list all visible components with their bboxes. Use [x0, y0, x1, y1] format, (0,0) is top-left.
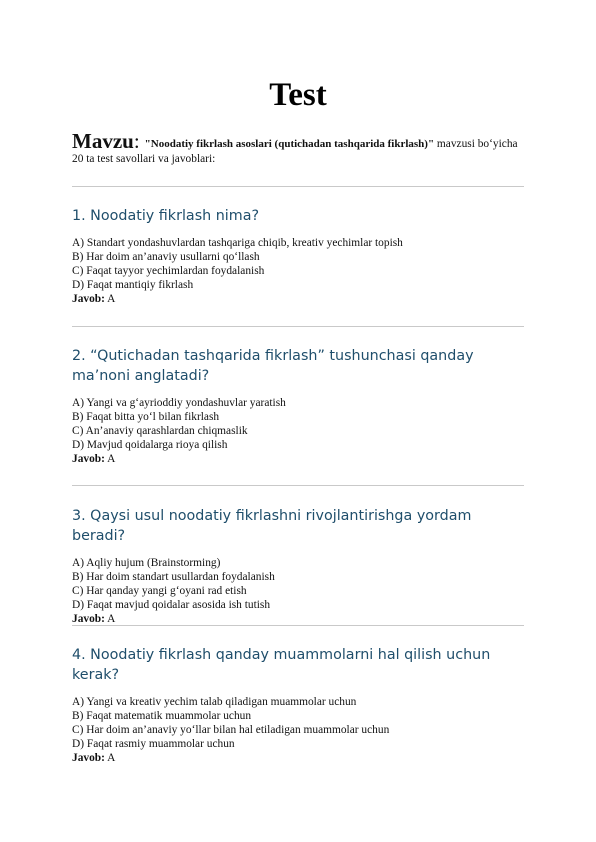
answer-value: A — [107, 613, 116, 625]
option-b: B) Faqat bitta yo‘l bilan fikrlash — [72, 411, 220, 423]
question-title: 4. Noodatiy fikrlash qanday muammolarni hal qilish uchun kerak? — [72, 647, 491, 683]
option-c: C) Faqat tayyor yechimlardan foydalanish — [72, 265, 265, 277]
question-4 — [72, 645, 524, 765]
option-c: C) An’anaviy qarashlardan chiqmaslik — [72, 425, 248, 437]
option-a: A) Standart yondashuvlardan tashqariga chiqib, kreativ yechimlar topish — [72, 237, 403, 249]
topic-colon: : — [133, 129, 140, 153]
option-b: B) Har doim standart usullardan foydalanish — [72, 571, 275, 583]
option-b: B) Har doim an’anaviy usullarni qo‘llash — [72, 251, 260, 263]
option-c: C) Har doim an’anaviy yo‘llar bilan hal etiladigan muammolar uchun — [72, 724, 390, 736]
answer-label: Javob: — [72, 293, 105, 305]
question-1 — [72, 206, 524, 306]
option-d: D) Mavjud qoidalarga rioya qilish — [72, 439, 228, 451]
option-d: D) Faqat rasmiy muammolar uchun — [72, 738, 235, 750]
divider — [72, 326, 524, 327]
answer-value: A — [107, 453, 116, 465]
question-2 — [72, 346, 524, 466]
option-b: B) Faqat matematik muammolar uchun — [72, 710, 252, 722]
option-d: D) Faqat mavjud qoidalar asosida ish tutish — [72, 599, 271, 611]
answer-value: A — [107, 752, 116, 764]
divider — [72, 186, 524, 187]
answer-line — [72, 292, 524, 306]
option-a: A) Yangi va kreativ yechim talab qiladigan muammolar uchun — [72, 696, 357, 708]
option-a: A) Aqliy hujum (Brainstorming) — [72, 557, 221, 569]
option-c: C) Har qanday yangi g‘oyani rad etish — [72, 585, 247, 597]
answer-line — [72, 612, 524, 626]
question-title: 1. Noodatiy fikrlash nima? — [72, 208, 260, 224]
question-title: 3. Qaysi usul noodatiy fikrlashni rivojlantirishga yordam beradi? — [72, 508, 472, 544]
answer-value: A — [107, 293, 116, 305]
divider — [72, 625, 524, 626]
answer-label: Javob: — [72, 613, 105, 625]
option-a: A) Yangi va g‘ayrioddiy yondashuvlar yaratish — [72, 397, 286, 409]
answer-label: Javob: — [72, 453, 105, 465]
topic-intro — [72, 129, 524, 167]
question-3 — [72, 506, 524, 626]
question-title: 2. “Qutichadan tashqarida fikrlash” tushunchasi qanday ma’noni anglatadi? — [72, 348, 474, 384]
topic-description: mavzusi bo‘yicha 20 ta test savollari va javoblari: — [72, 138, 518, 165]
divider — [72, 485, 524, 486]
topic-title: "Noodatiy fikrlash asoslari (qutichadan tashqarida fikrlash)" — [144, 138, 435, 150]
page-title: Test — [269, 77, 327, 113]
answer-label: Javob: — [72, 752, 105, 764]
topic-label: Mavzu — [72, 129, 134, 153]
answer-line — [72, 452, 524, 466]
answer-line — [72, 751, 524, 765]
option-d: D) Faqat mantiqiy fikrlash — [72, 279, 194, 291]
